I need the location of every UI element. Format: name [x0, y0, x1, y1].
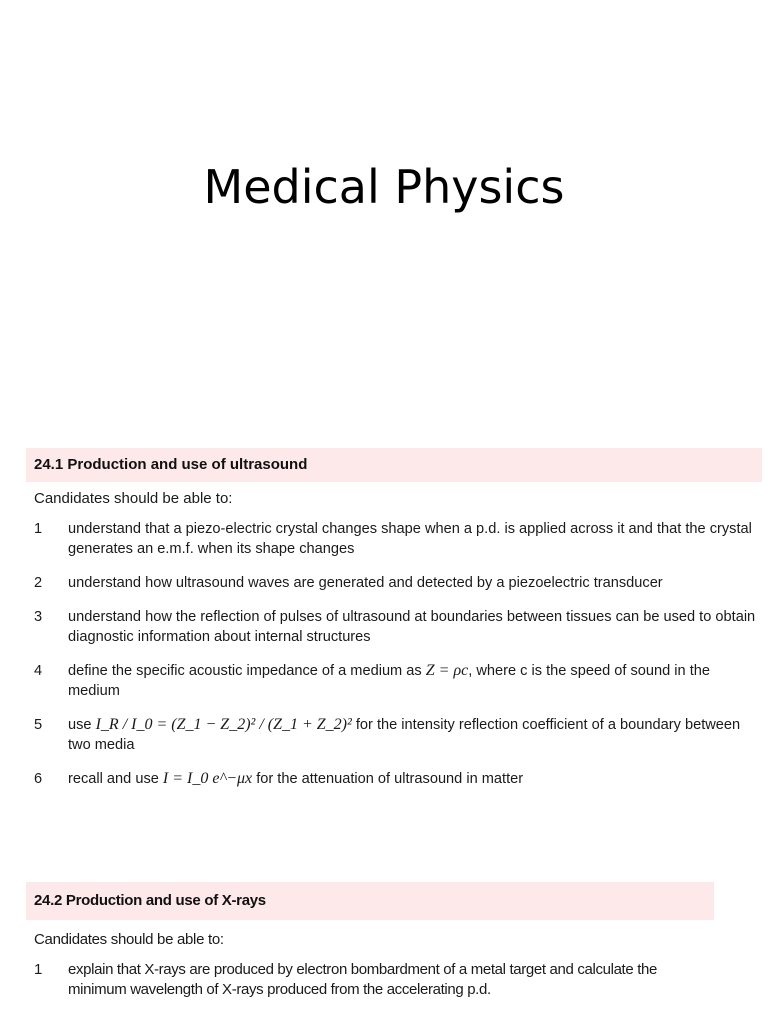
list-item: [26, 960, 714, 1000]
section-ultrasound: [26, 448, 762, 803]
item-text-after: for the attenuation of ultrasound in matter: [252, 771, 524, 787]
section-intro: Candidates should be able to:: [34, 490, 233, 507]
item-text-before: use: [68, 717, 96, 733]
item-text-after: , where c is the speed of sound in the medium: [68, 663, 710, 699]
list-item: [26, 519, 762, 559]
item-text-before: recall and use: [68, 771, 163, 787]
section-intro: Candidates should be able to:: [34, 931, 224, 948]
item-number: 2: [34, 575, 43, 591]
item-text: understand that a piezo-electric crystal changes shape when a p.d. is applied across it and that the crystal generates an e.m.f. when its shape changes: [68, 521, 752, 557]
formula: Z = ρc: [425, 662, 469, 679]
formula: I = I_0 e^−μx: [162, 770, 253, 787]
item-number: 5: [34, 717, 43, 733]
formula: I_R / I_0 = (Z_1 − Z_2)² / (Z_1 + Z_2)²: [95, 716, 352, 733]
item-text-after: for the intensity reflection coefficient of a boundary between two media: [68, 717, 741, 753]
section-xrays: [26, 882, 714, 1014]
item-number: 1: [34, 521, 43, 537]
item-number: 3: [34, 609, 43, 625]
item-number: 4: [34, 663, 43, 679]
list-item: [26, 769, 762, 789]
item-text: explain that X-rays are produced by electron bombardment of a metal target and calculate the minimum wavelength of X-rays produced from the accelerating p.d.: [68, 961, 657, 998]
learning-outcomes-list: [26, 519, 762, 789]
list-item: [26, 715, 762, 755]
item-number: 6: [34, 771, 43, 787]
item-text-before: define the specific acoustic impedance of a medium as: [68, 663, 426, 679]
list-item: [26, 607, 762, 647]
page-title: Medical Physics: [203, 160, 565, 214]
section-heading: 24.1 Production and use of ultrasound: [26, 448, 762, 482]
item-text: understand how the reflection of pulses of ultrasound at boundaries between tissues can be used to obtain diagnostic information about internal structures: [68, 609, 756, 645]
learning-outcomes-list: [26, 960, 714, 1000]
item-number: 1: [34, 961, 42, 978]
list-item: [26, 661, 762, 701]
list-item: [26, 573, 762, 593]
item-text: understand how ultrasound waves are generated and detected by a piezoelectric transducer: [68, 575, 663, 591]
section-heading: 24.2 Production and use of X-rays: [26, 882, 714, 920]
